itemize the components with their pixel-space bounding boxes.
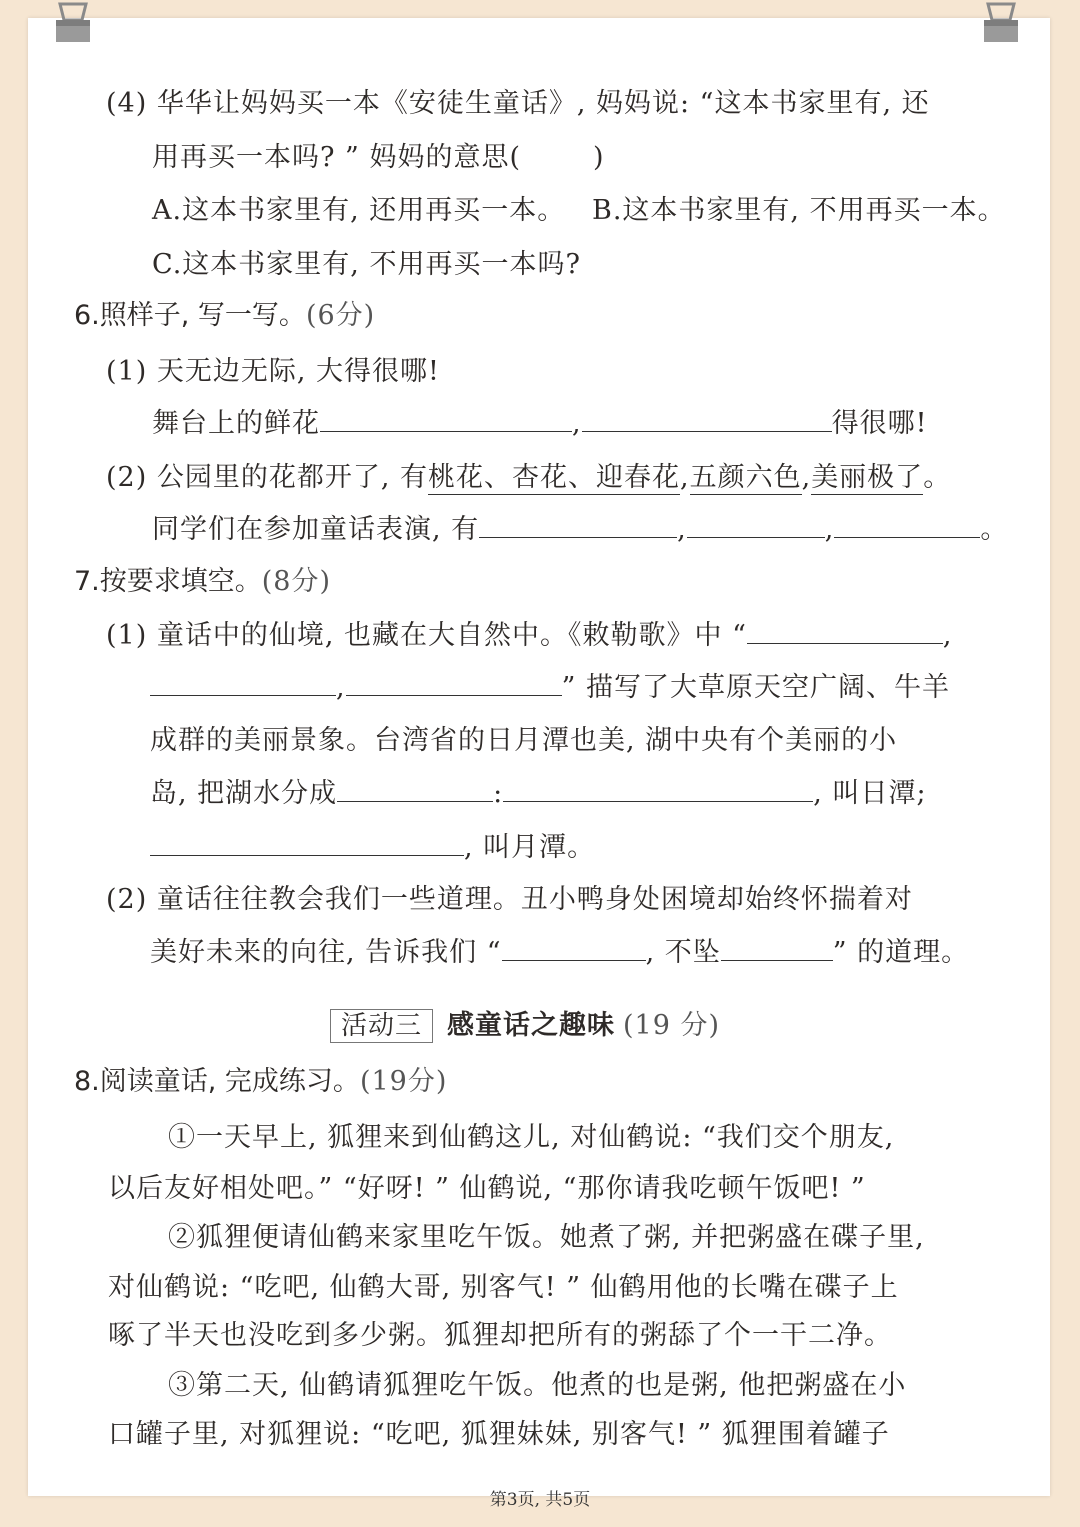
binder-clip-icon (980, 0, 1022, 44)
fill-blank[interactable] (503, 777, 813, 802)
option-c: C.这本书家里有, 不用再买一本吗? (152, 249, 581, 280)
fill-blank[interactable] (346, 671, 562, 696)
q7-1-line4: 岛, 把湖水分成 : , 叫日潭; (150, 778, 927, 809)
option-b: B.这本书家里有, 不用再买一本。 (592, 195, 1006, 226)
q7-2-line2: 美好未来的向往, 告诉我们 “ , 不坠 ” 的道理。 (150, 937, 970, 968)
q7-2-line1: (2) 童话往往教会我们一些道理。丑小鸭身处困境却始终怀揣着对 (106, 884, 913, 915)
q6-heading: 6.照样子, 写一写。(6分) (74, 300, 376, 331)
q6-1-example: (1) 天无边无际, 大得很哪! (106, 356, 440, 387)
fill-blank[interactable] (502, 936, 646, 961)
fill-blank[interactable] (320, 407, 572, 432)
q5-4-line2: 用再买一本吗? ” 妈妈的意思( ) (152, 142, 605, 173)
binder-clip-icon (52, 0, 94, 44)
q5-4-line1: (4) 华华让妈妈买一本《安徒生童话》, 妈妈说: “这本书家里有, 还 (106, 88, 930, 119)
fill-blank[interactable] (150, 831, 464, 856)
q6-2-example: (2) 公园里的花都开了, 有桃花、杏花、迎春花,五颜六色,美丽极了。 (106, 462, 952, 493)
q7-1-line5: , 叫月潭。 (150, 830, 595, 866)
fill-blank[interactable] (479, 513, 677, 538)
passage-p3-line2: 口罐子里, 对狐狸说: “吃吧, 狐狸妹妹, 别客气! ” 狐狸围着罐子 (108, 1419, 890, 1450)
passage-p2-line1: ②狐狸便请仙鹤来家里吃午饭。她煮了粥, 并把粥盛在碟子里, (168, 1222, 925, 1253)
passage-p3-line1: ③第二天, 仙鹤请狐狸吃午饭。他煮的也是粥, 他把粥盛在小 (168, 1370, 907, 1401)
option-a: A.这本书家里有, 还用再买一本。 (152, 195, 566, 226)
activity-title: 感童话之趣味 (447, 1010, 616, 1041)
fill-blank[interactable] (337, 777, 493, 802)
q7-1-line1: (1) 童话中的仙境, 也藏在大自然中。《敕勒歌》中 “ , (106, 620, 953, 651)
activity-badge: 活动三 (330, 1009, 433, 1043)
activity-header (330, 1008, 720, 1044)
q8-heading: 8.阅读童话, 完成练习。(19分) (74, 1066, 448, 1097)
q7-1-line3: 成群的美丽景象。台湾省的日月潭也美, 湖中央有个美丽的小 (150, 725, 898, 756)
fill-blank[interactable] (150, 671, 336, 696)
fill-blank[interactable] (687, 513, 825, 538)
passage-p1-line2: 以后友好相处吧。” “好呀! ” 仙鹤说, “那你请我吃顿午饭吧! ” (108, 1173, 866, 1204)
passage-p2-line3: 啄了半天也没吃到多少粥。狐狸却把所有的粥舔了个一干二净。 (108, 1320, 892, 1351)
fill-blank[interactable] (721, 936, 833, 961)
passage-p2-line2: 对仙鹤说: “吃吧, 仙鹤大哥, 别客气! ” 仙鹤用他的长嘴在碟子上 (108, 1272, 899, 1303)
activity-score: (19 分) (623, 1010, 721, 1041)
fill-blank[interactable] (747, 619, 943, 644)
fill-blank[interactable] (582, 407, 832, 432)
q6-1-task: 舞台上的鲜花 , 得很哪! (152, 408, 928, 439)
q7-1-line2: , ” 描写了大草原天空广阔、牛羊 (150, 670, 950, 706)
passage-p1-line1: ①一天早上, 狐狸来到仙鹤这儿, 对仙鹤说: “我们交个朋友, (168, 1122, 895, 1153)
q7-heading: 7.按要求填空。(8分) (74, 566, 332, 597)
fill-blank[interactable] (834, 513, 980, 538)
page-number: 第3页, 共5页 (489, 1490, 591, 1510)
q6-2-task: 同学们在参加童话表演, 有 , , 。 (152, 514, 1009, 545)
